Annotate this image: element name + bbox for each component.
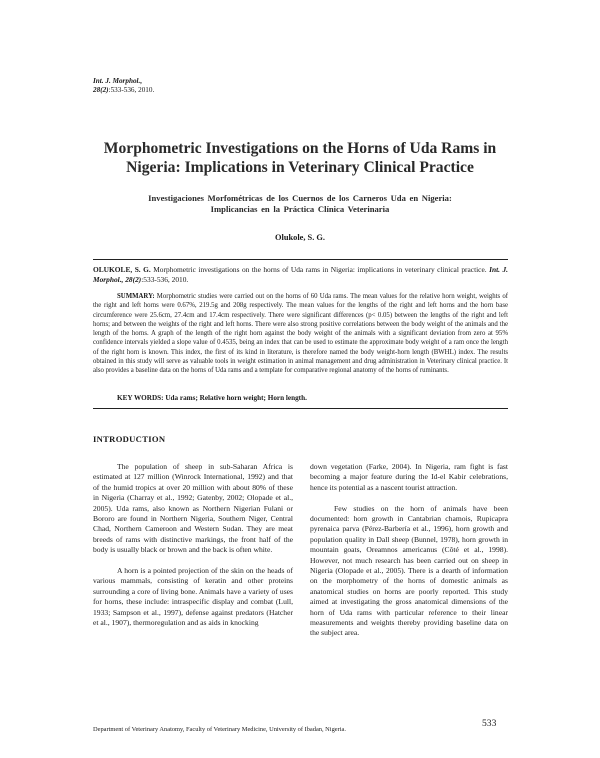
left-column (93, 462, 293, 639)
abstract (93, 292, 508, 376)
subtitle-line-1: Investigaciones Morfométricas de los Cuernos de los Carneros Uda en Nigeria: (148, 193, 452, 203)
summary-text: Morphometric studies were carried out on the horns of 60 Uda rams. The mean values for the relative horn weight, weights of the right and left horns were 0.67%, 219.5g and 208g respectively. The mean values for the lengths of the right and left horns and the horn base circumference were 25.6cm, 27.4cm and 17.4cm respectively. There were significant differences (p< 0.05) between the lengths of the right and left horns; and between the weights of the right and left horns. There were also strong positive correlations between the body weight of the animals and the length of the horns. A graph of the length of the right horn against the body weight of the animals with a significant deviation from zero at 95% confidence intervals yielded a slope value of 0.4535, being an index that can be used to estimate the approximate body weight of a ram once the length of the right horn is known. This index, the first of its kind in literature, is therefore named the body weight-horn length (BWHL) index. The results obtained in this study will serve as valuable tools in weight estimation in animal management and drug administration in Veterinary clinical practice. It also provides a baseline data on the horns of Uda rams and a template for comparative regional anatomy of the horns of ruminants. (93, 293, 508, 375)
top-divider (93, 259, 508, 260)
paper-title (80, 139, 520, 177)
title-line-1: Morphometric Investigations on the Horns of Uda Rams in (103, 140, 497, 157)
affiliation-footnote: Department of Veterinary Anatomy, Faculty of Veterinary Medicine, University of Ibadan, Nigeria. (93, 726, 346, 733)
citation (93, 265, 508, 284)
journal-pages: :533-536, 2010. (108, 86, 155, 94)
journal-name: Int. J. Morphol., (93, 77, 143, 85)
keywords: KEY WORDS: Uda rams; Relative horn weight; Horn length. (117, 394, 307, 402)
journal-reference (93, 77, 154, 95)
paragraph: down vegetation (Farke, 2004). In Nigeria, ram fight is fast becoming a major feature during the Id-el Kabir celebrations, hence its potential as a nascent tourist attraction. (310, 462, 508, 492)
citation-text: Morphometric investigations on the horns of Uda rams in Nigeria: implications in veterinary clinical practice. (150, 265, 490, 274)
right-column (310, 462, 508, 649)
summary-label: SUMMARY: (117, 293, 155, 300)
title-line-2: Nigeria: Implications in Veterinary Clinical Practice (126, 159, 474, 176)
citation-author: OLUKOLE, S. G. (93, 265, 151, 274)
citation-journal: Int. J. Morphol., 28(2) (93, 265, 508, 284)
subtitle-line-2: Implicancias en la Práctica Clínica Veterinaria (210, 204, 390, 214)
journal-volume: 28(2) (93, 86, 109, 94)
paragraph: Few studies on the horn of animals have been documented: horn growth in Cantabrian chamois, Rupicapra pyrenaica parva (Pérez-Barbería et al., 1996), horn growth and population quality in Dall sheep (Bunnel, 1978), horn growth in mountain goats, Oreamnos americanus (Côté et al., 1998). However, not much research has been carried out on sheep in Nigeria (Olopade et al., 2005). There is a dearth of information on the morphometry of the horns of domestic animals as anatomical studies on horns are poorly reported. This study aimed at investigating the gross anatomical dimensions of the horn of Uda rams with particular reference to their linear measurements and weights thereby providing baseline data on the subject area. (310, 503, 508, 638)
paper-subtitle (100, 193, 500, 215)
page-number: 533 (482, 718, 497, 729)
paragraph: The population of sheep in sub-Saharan Africa is estimated at 127 million (Winrock International, 1992) and that of the humid tropics at over 20 million with about 80% of these in Nigeria (Charray et al., 1992; Gatenby, 2002; Olopade et al., 2005). Uda rams, also known as Northern Nigerian Fulani or Bororo are found in Northern Nigeria, Southern Niger, Central Chad, Northern Cameroon and Western Sudan. They are meat breeds of rams with distinctive markings, the front half of the body is usually black or brown and the back is often white. (93, 462, 293, 555)
author-name: Olukole, S. G. (274, 233, 326, 242)
bottom-divider (93, 408, 508, 409)
section-heading: INTRODUCTION (93, 434, 166, 444)
citation-pages: :533-536, 2010. (141, 274, 189, 284)
paragraph: A horn is a pointed projection of the skin on the heads of various mammals, consisting of keratin and other proteins surrounding a core of living bone. Animals have a variety of uses for horns, these include: intraspecific display and combat (Lull, 1933; Sampson et al., 1997), defense against predators (Hatcher et al., 1907), thermoregulation and as aids in knocking (93, 566, 293, 628)
